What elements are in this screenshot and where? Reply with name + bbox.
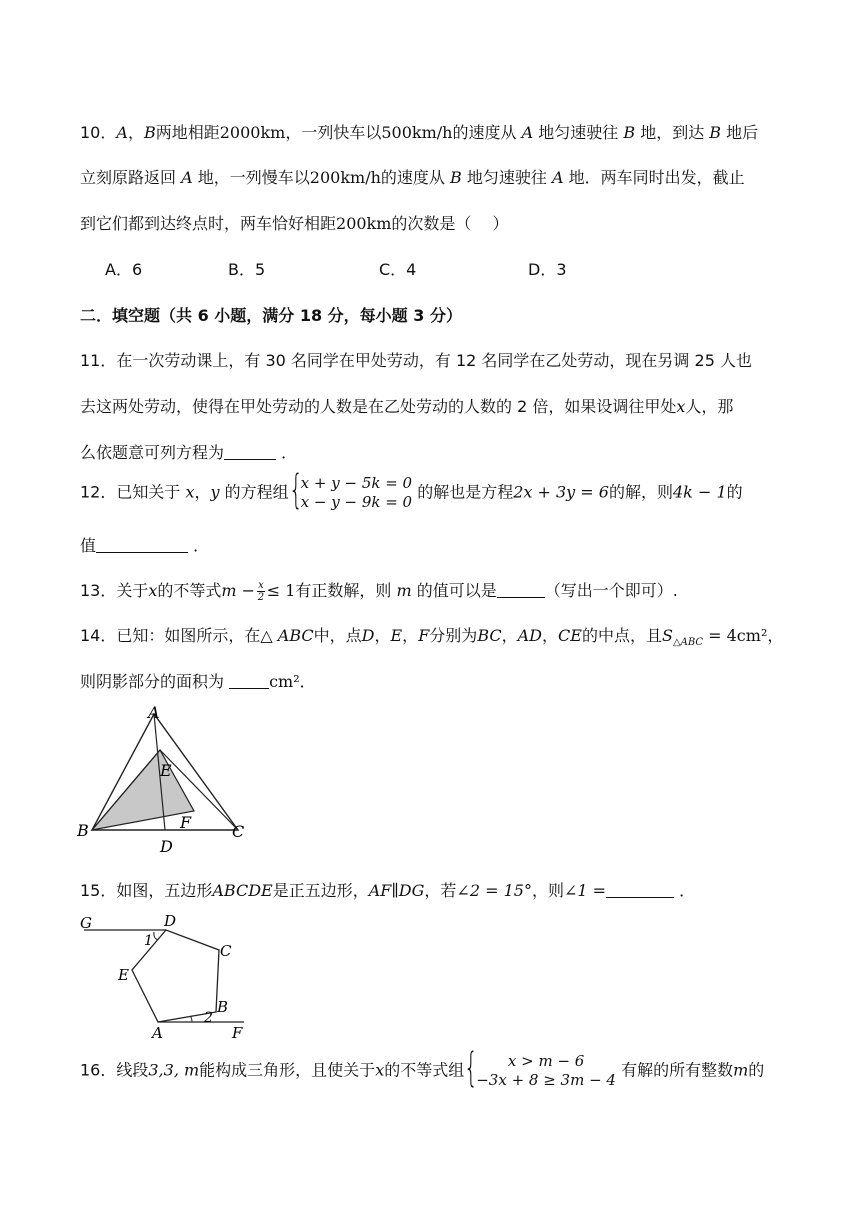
label-f: F (232, 1024, 243, 1040)
q12-line1: 12．已知关于 x，y 的方程组 { x + y − 5k = 0 x − y − 9k = 0 的解也是方程2x + 3y = 6的解，则4k − 1的 (80, 467, 743, 513)
q11-answer-blank[interactable] (224, 445, 276, 460)
label-d: D (160, 837, 173, 856)
q12-line2: 值 ． (80, 536, 210, 555)
q12-equation-system: { x + y − 5k = 0 x − y − 9k = 0 (288, 467, 413, 513)
label-c: C (220, 942, 232, 960)
q11-line3: 么依题意可列方程为 ． (80, 443, 298, 462)
q10-line3: 到它们都到达终点时，两车恰好相距200km的次数是（ ） (80, 214, 509, 233)
label-c: C (232, 822, 245, 841)
label-angle-1: 1 (144, 933, 153, 949)
pentagon-figure (74, 908, 254, 1040)
q10-option-a: A．6 (105, 260, 143, 279)
q10-option-c: C．4 (379, 260, 417, 279)
shaded-triangle-bef (92, 750, 194, 830)
q16-line: 16．线段3,3, m能构成三角形，且使关于x的不等式组 { x > m − 6 −3x + 8 ≥ 3m − 4 有解的所有整数m的 (80, 1045, 765, 1091)
label-f: F (180, 813, 192, 832)
q15-answer-blank[interactable] (606, 883, 674, 898)
q12-answer-blank[interactable] (96, 538, 188, 553)
label-angle-2: 2 (204, 1010, 213, 1026)
q13-fraction: $\frac{x}{2}$ (257, 580, 265, 603)
label-b: B (217, 998, 229, 1016)
angle-2-arc (190, 1016, 192, 1022)
label-d: D (164, 912, 177, 930)
label-g: G (80, 914, 92, 932)
triangle-figure (70, 700, 260, 860)
q13-line: 13．关于x的不等式m − $\frac{x}{2}$ ≤ 1有正数解，则 m 的值可以是 （写出一个即可）. (80, 580, 678, 603)
section-heading: 二．填空题（共 6 小题，满分 18 分，每小题 3 分） (80, 306, 462, 325)
label-a: A (152, 1024, 163, 1040)
q11-line1: 11．在一次劳动课上，有 30 名同学在甲处劳动，有 12 名同学在乙处劳动，现在另调 25 人也 (80, 351, 752, 370)
q10-line1: 10．A，B两地相距2000km，一列快车以500km/h的速度从 A 地匀速驶往 B 地，到达 B 地后 (80, 123, 759, 142)
q11-line2: 去这两处劳动，使得在甲处劳动的人数是在乙处劳动的人数的 2 倍，如果设调往甲处x人，那 (80, 397, 734, 416)
q14-answer-blank[interactable] (229, 674, 269, 689)
q10-option-d: D．3 (528, 260, 567, 279)
label-b: B (77, 821, 89, 840)
angle-1-arc (154, 932, 158, 940)
label-e: E (118, 966, 129, 984)
label-e: E (160, 761, 172, 780)
q10-line2: 立刻原路返回 A 地，一列慢车以200km/h的速度从 B 地匀速驶往 A 地．两车同时出发，截止 (80, 168, 745, 187)
q14-line2: 则阴影部分的面积为 cm²． (80, 672, 316, 691)
q14-line1: 14．已知：如图所示，在△ ABC中，点D，E，F分别为BC，AD，CE的中点，且$S_{\triangle ABC} = 4cm^2$， (80, 626, 784, 649)
label-a: A (148, 703, 160, 722)
q15-line: 15．如图，五边形ABCDE是正五边形，AF∥DG，若∠2 = 15°，则∠1 = ． (80, 881, 696, 900)
q10-option-b: B．5 (228, 260, 266, 279)
q13-answer-blank[interactable] (497, 583, 545, 598)
q16-inequality-system: { x > m − 6 −3x + 8 ≥ 3m − 4 (464, 1045, 616, 1091)
